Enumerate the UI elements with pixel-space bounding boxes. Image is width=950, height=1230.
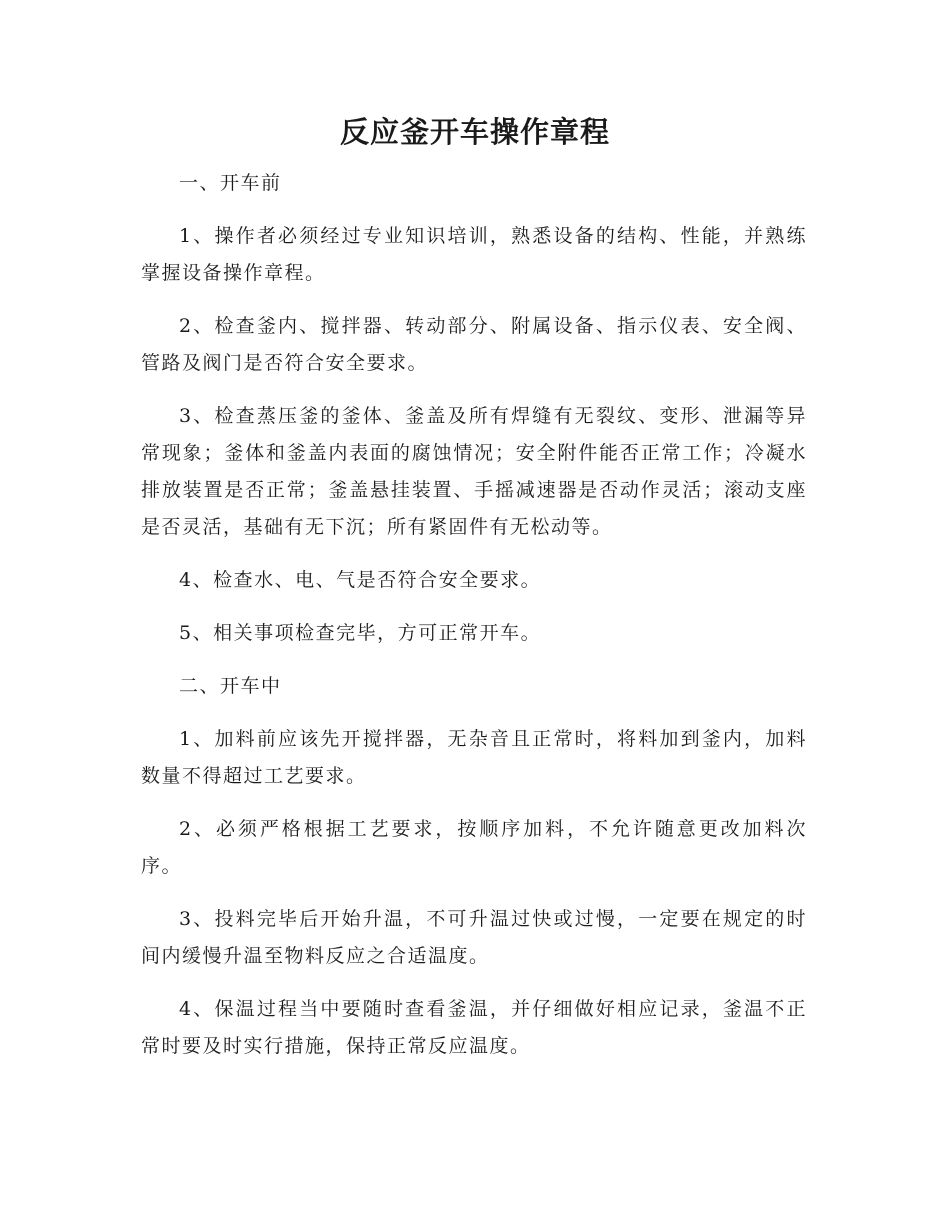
document-title: 反应釜开车操作章程 xyxy=(339,115,610,149)
document-body xyxy=(141,165,807,1065)
paragraph: 1、加料前应该先开搅拌器，无杂音且正常时，将料加到釜内，加料数量不得超过工艺要求。 xyxy=(141,728,807,787)
section-heading: 二、开车中 xyxy=(179,675,282,697)
paragraph: 4、检查水、电、气是否符合安全要求。 xyxy=(179,569,542,591)
paragraph: 4、保温过程当中要随时查看釜温，并仔细做好相应记录，釜温不正常时要及时实行措施，保持正常反应温度。 xyxy=(141,998,807,1057)
paragraph: 2、检查釜内、搅拌器、转动部分、附属设备、指示仪表、安全阀、管路及阀门是否符合安全要求。 xyxy=(141,315,807,374)
paragraph: 3、投料完毕后开始升温，不可升温过快或过慢，一定要在规定的时间内缓慢升温至物料反应之合适温度。 xyxy=(141,908,807,967)
paragraph: 2、必须严格根据工艺要求，按顺序加料，不允许随意更改加料次序。 xyxy=(141,818,807,877)
section-heading: 一、开车前 xyxy=(179,172,282,194)
paragraph: 1、操作者必须经过专业知识培训，熟悉设备的结构、性能，并熟练掌握设备操作章程。 xyxy=(141,225,807,284)
paragraph: 5、相关事项检查完毕，方可正常开车。 xyxy=(179,622,542,644)
paragraph: 3、检查蒸压釜的釜体、釜盖及所有焊缝有无裂纹、变形、泄漏等异常现象；釜体和釜盖内表面的腐蚀情况；安全附件能否正常工作；冷凝水排放装置是否正常；釜盖悬挂装置、手摇减速器是否动作灵活；滚动支座是否灵活，基础有无下沉；所有紧固件有无松动等。 xyxy=(141,405,807,538)
